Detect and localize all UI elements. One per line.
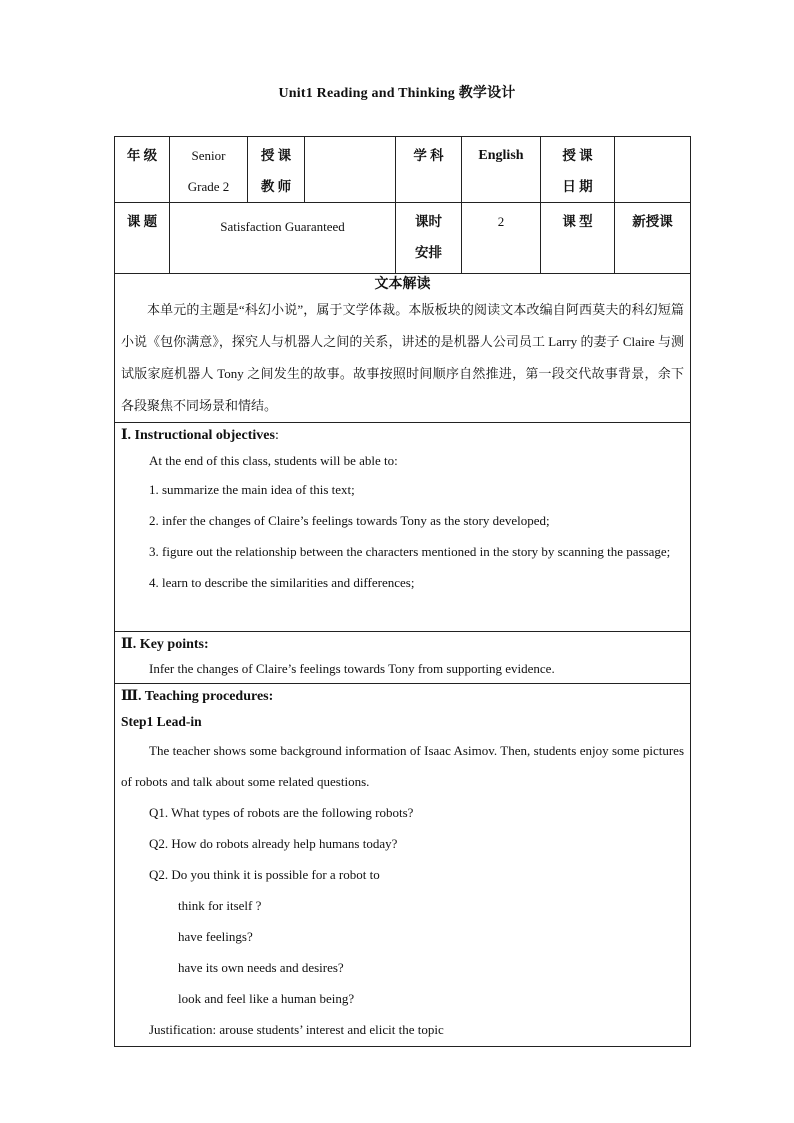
- key-points-row: [115, 632, 691, 684]
- question-3-sub-1: think for itself ?: [178, 898, 262, 913]
- question-3: Q2. Do you think it is possible for a robot to: [149, 867, 380, 882]
- step1-title: Step1 Lead-in: [121, 714, 202, 729]
- justification-text: Justification: arouse students’ interest and elicit the topic: [149, 1022, 444, 1037]
- type-value: 新授课: [632, 214, 673, 229]
- date-value-cell: [615, 137, 691, 203]
- subject-value-cell: [462, 137, 541, 203]
- objectives-intro: At the end of this class, students will be able to:: [149, 453, 398, 468]
- type-label: 课 型: [562, 214, 593, 229]
- date-label-line1: 授 课: [562, 148, 593, 163]
- objectives-heading-colon: :: [274, 428, 279, 443]
- hours-label-line2: 安排: [415, 245, 442, 260]
- type-value-cell: [615, 203, 691, 274]
- text-analysis-cell: [115, 274, 691, 423]
- topic-label: 课 题: [126, 214, 158, 229]
- procedures-row: [115, 684, 691, 1047]
- teacher-value-cell: [305, 137, 396, 203]
- step1-text: The teacher shows some background information of Isaac Asimov. Then, students enjoy some pictures of robots and talk about some related questions.: [121, 743, 684, 789]
- subject-value: English: [478, 148, 524, 163]
- procedures-cell: [115, 684, 691, 1047]
- text-analysis-heading: 文本解读: [374, 277, 431, 292]
- objective-item-1: 1. summarize the main idea of this text;: [149, 482, 355, 497]
- text-analysis-paragraph: 本单元的主题是“科幻小说”，属于文学体裁。本版板块的阅读文本改编自阿西莫夫的科幻短篇小说《包你满意》，探究人与机器人之间的关系，讲述的是机器人公司员工 Larry 的妻子 Claire 与测试版家庭机器人 Tony 之间发生的故事。故事按照时间顺序自然推进，第一段交代故事背景，余下各段聚焦不同场景和情结。: [121, 302, 684, 413]
- subject-label-cell: [396, 137, 462, 203]
- procedures-heading: Ⅲ. Teaching procedures:: [121, 689, 274, 704]
- objectives-heading: [121, 424, 684, 448]
- info-row-1: [115, 137, 691, 203]
- grade-value-cell: [170, 137, 248, 203]
- grade-label: 年 级: [126, 148, 158, 163]
- hours-label-cell: [396, 203, 462, 274]
- key-points-text: Infer the changes of Claire’s feelings towards Tony from supporting evidence.: [149, 661, 555, 676]
- question-3-sub-2: have feelings?: [178, 929, 253, 944]
- teacher-label-line2: 教 师: [260, 179, 292, 194]
- question-3-sub-4: look and feel like a human being?: [178, 991, 355, 1006]
- document-title: Unit1 Reading and Thinking 教学设计: [278, 86, 516, 101]
- objectives-row: [115, 423, 691, 632]
- objective-item-4: 4. learn to describe the similarities and differences;: [149, 575, 415, 590]
- hours-value-cell: [462, 203, 541, 274]
- subject-label: 学 科: [413, 148, 444, 163]
- topic-value: Satisfaction Guaranteed: [220, 219, 345, 234]
- objective-item-2: 2. infer the changes of Claire’s feelings towards Tony as the story developed;: [149, 513, 550, 528]
- teacher-label-line1: 授 课: [260, 148, 292, 163]
- question-2: Q2. How do robots already help humans today?: [149, 836, 398, 851]
- date-label-cell: [541, 137, 615, 203]
- teacher-value: [305, 137, 395, 140]
- teacher-label-cell: [248, 137, 305, 203]
- objectives-cell: [115, 423, 691, 632]
- hours-value: 2: [497, 214, 505, 229]
- type-label-cell: [541, 203, 615, 274]
- grade-value-line2: Grade 2: [187, 179, 230, 194]
- date-label-line2: 日 期: [562, 179, 593, 194]
- key-points-cell: [115, 632, 691, 684]
- key-points-heading: Ⅱ. Key points:: [121, 637, 209, 652]
- grade-label-cell: [115, 137, 170, 203]
- info-row-2: [115, 203, 691, 274]
- topic-value-cell: [170, 203, 396, 274]
- objective-item-3: 3. figure out the relationship between the characters mentioned in the story by scanning the passage;: [149, 544, 671, 559]
- lesson-plan-table: [114, 136, 691, 1047]
- objectives-heading-text: Ⅰ. Instructional objectives: [121, 428, 275, 443]
- date-value: [615, 137, 690, 140]
- question-1: Q1. What types of robots are the following robots?: [149, 805, 414, 820]
- hours-label-line1: 课时: [415, 214, 442, 229]
- topic-label-cell: [115, 203, 170, 274]
- grade-value-line1: Senior: [191, 148, 226, 163]
- question-3-sub-3: have its own needs and desires?: [178, 960, 344, 975]
- text-analysis-row: [115, 274, 691, 423]
